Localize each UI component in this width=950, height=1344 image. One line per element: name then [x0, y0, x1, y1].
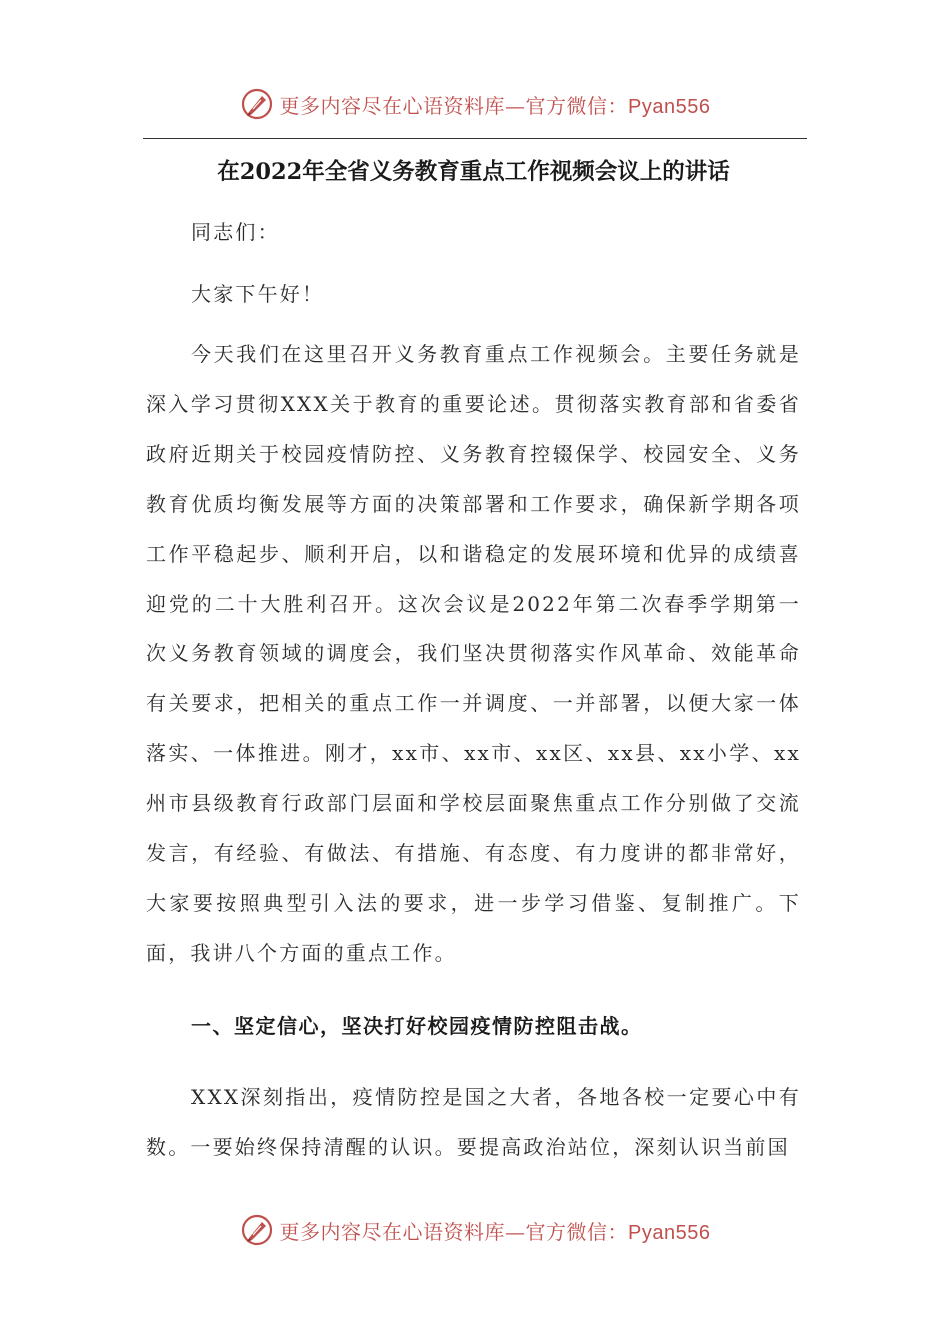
section-heading-1: 一、坚定信心，坚决打好校园疫情防控阻击战。	[191, 1013, 643, 1038]
header-banner-text: 更多内容尽在心语资料库—官方微信：Pyan556	[279, 93, 711, 118]
paragraph-intro: 今天我们在这里召开义务教育重点工作视频会。主要任务就是深入学习贯彻XXX关于教育的重要论述。贯彻落实教育部和省委省政府近期关于校园疫情防控、义务教育控辍保学、校园安全、义务教育优质均衡发展等方面的决策部署和工作要求，确保新学期各项工作平稳起步、顺利开启，以和谐稳定的发展环境和优异的成绩喜迎党的二十大胜利召开。这次会议是2022年第二次春季学期第一次义务教育领域的调度会，我们坚决贯彻落实作风革命、效能革命有关要求，把相关的重点工作一并调度、一并部署，以便大家一体落实、一体推进。刚才，xx市、xx市、xx区、xx县、xx小学、xx州市县级教育行政部门层面和学校层面聚焦重点工作分别做了交流发言，有经验、有做法、有措施、有态度、有力度讲的都非常好，大家要按照典型引入法的要求，进一步学习借鉴、复制推广。下面，我讲八个方面的重点工作。	[146, 342, 801, 965]
salutation: 同志们：	[191, 220, 280, 244]
pen-nib-logo-icon	[240, 1213, 274, 1247]
paragraph-section-1: XXX深刻指出，疫情防控是国之大者，各地各校一定要心中有数。一要始终保持清醒的认识。要提高政治站位，深刻认识当前国	[146, 1084, 801, 1159]
header-divider	[143, 138, 807, 139]
header-banner	[0, 84, 950, 124]
footer-banner-text: 更多内容尽在心语资料库—官方微信：Pyan556	[279, 1219, 711, 1244]
document-body	[146, 150, 801, 1173]
pen-nib-logo-icon	[240, 87, 274, 121]
greeting: 大家下午好！	[191, 282, 325, 306]
footer-wechat-id: Pyan556	[628, 1221, 711, 1244]
document-title: 在2022年全省义务教育重点工作视频会议上的讲话	[217, 159, 730, 185]
footer-banner	[0, 1210, 950, 1250]
header-wechat-id: Pyan556	[628, 95, 711, 118]
